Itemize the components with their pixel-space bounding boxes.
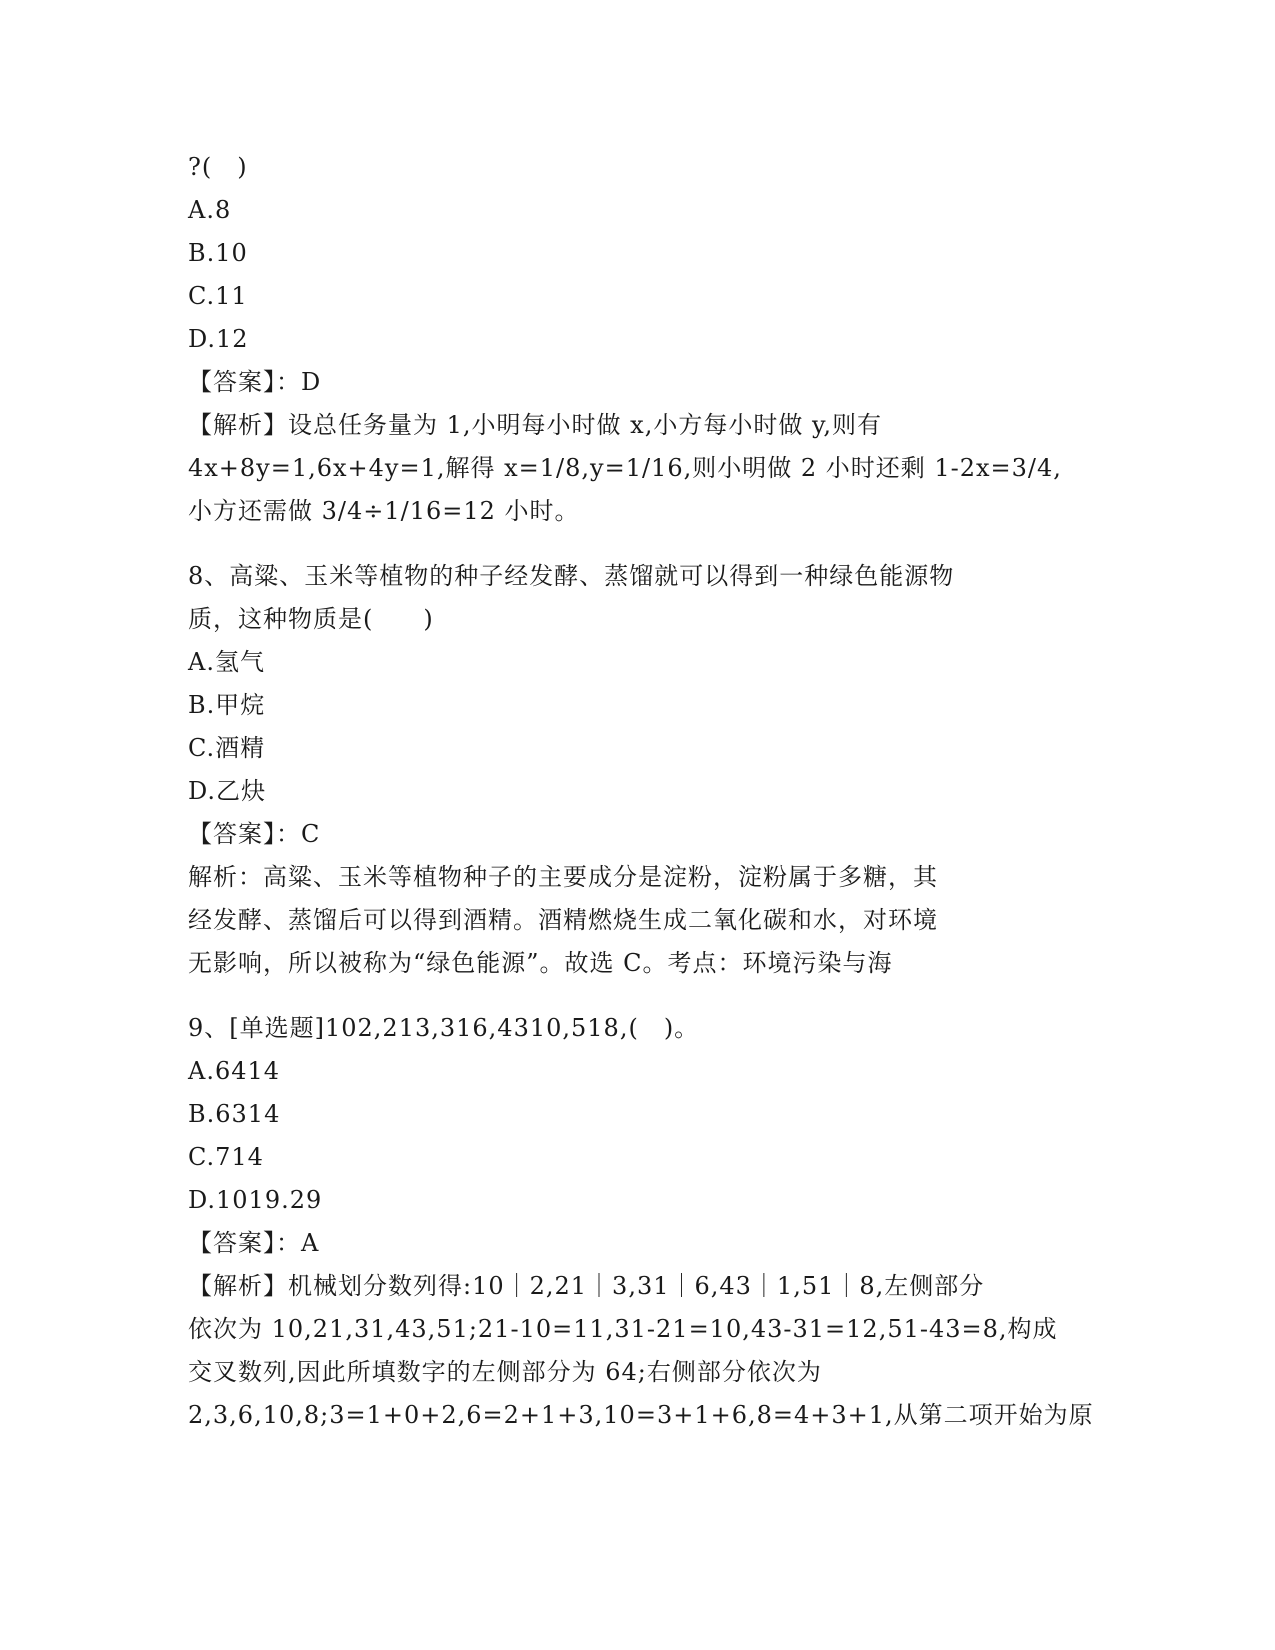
option-a: A.氢气 bbox=[188, 648, 265, 676]
question-9-stem: 9、[单选题]102,213,316,4310,518,( )。 bbox=[188, 1014, 700, 1042]
analysis-line: 小方还需做 3/4÷1/16=12 小时。 bbox=[188, 497, 580, 525]
option-d: D.12 bbox=[188, 325, 249, 353]
section-gap bbox=[188, 533, 1088, 555]
question-7 bbox=[188, 146, 1088, 533]
analysis-line: 交叉数列,因此所填数字的左侧部分为 64;右侧部分依次为 bbox=[188, 1358, 822, 1386]
document-page bbox=[188, 146, 1094, 1437]
option-c: C.714 bbox=[188, 1143, 264, 1171]
analysis-line: 【解析】设总任务量为 1,小明每小时做 x,小方每小时做 y,则有 bbox=[188, 411, 882, 439]
option-b: B.6314 bbox=[188, 1100, 281, 1128]
question-7-stem-end: ?( ) bbox=[188, 153, 248, 181]
option-d: D.1019.29 bbox=[188, 1186, 323, 1214]
question-8 bbox=[188, 555, 1088, 985]
analysis-line: 经发酵、蒸馏后可以得到酒精。酒精燃烧生成二氧化碳和水，对环境 bbox=[188, 906, 938, 934]
option-a: A.6414 bbox=[188, 1057, 281, 1085]
question-8-stem: 质，这种物质是( ) bbox=[188, 605, 434, 633]
question-8-stem: 8、高粱、玉米等植物的种子经发酵、蒸馏就可以得到一种绿色能源物 bbox=[188, 562, 955, 590]
option-d: D.乙炔 bbox=[188, 777, 267, 805]
option-c: C.酒精 bbox=[188, 734, 266, 762]
analysis-line: 解析：高粱、玉米等植物种子的主要成分是淀粉，淀粉属于多糖，其 bbox=[188, 863, 938, 891]
section-gap bbox=[188, 985, 1088, 1007]
analysis-line: 依次为 10,21,31,43,51;21-10=11,31-21=10,43-31=12,51-43=8,构成 bbox=[188, 1315, 1058, 1343]
question-9 bbox=[188, 1007, 1094, 1437]
analysis-line: 无影响，所以被称为“绿色能源”。故选 C。考点：环境污染与海 bbox=[188, 949, 893, 977]
answer: 【答案】：A bbox=[188, 1229, 320, 1257]
analysis-line: 【解析】机械划分数列得:10｜2,21｜3,31｜6,43｜1,51｜8,左侧部分 bbox=[188, 1272, 985, 1300]
option-b: B.甲烷 bbox=[188, 691, 266, 719]
option-c: C.11 bbox=[188, 282, 248, 310]
option-a: A.8 bbox=[188, 196, 232, 224]
analysis-line: 2,3,6,10,8;3=1+0+2,6=2+1+3,10=3+1+6,8=4+3+1,从第二项开始为原 bbox=[188, 1401, 1094, 1429]
option-b: B.10 bbox=[188, 239, 248, 267]
answer: 【答案】：D bbox=[188, 368, 322, 396]
answer: 【答案】：C bbox=[188, 820, 321, 848]
analysis-line: 4x+8y=1,6x+4y=1,解得 x=1/8,y=1/16,则小明做 2 小时还剩 1-2x=3/4, bbox=[188, 454, 1062, 482]
